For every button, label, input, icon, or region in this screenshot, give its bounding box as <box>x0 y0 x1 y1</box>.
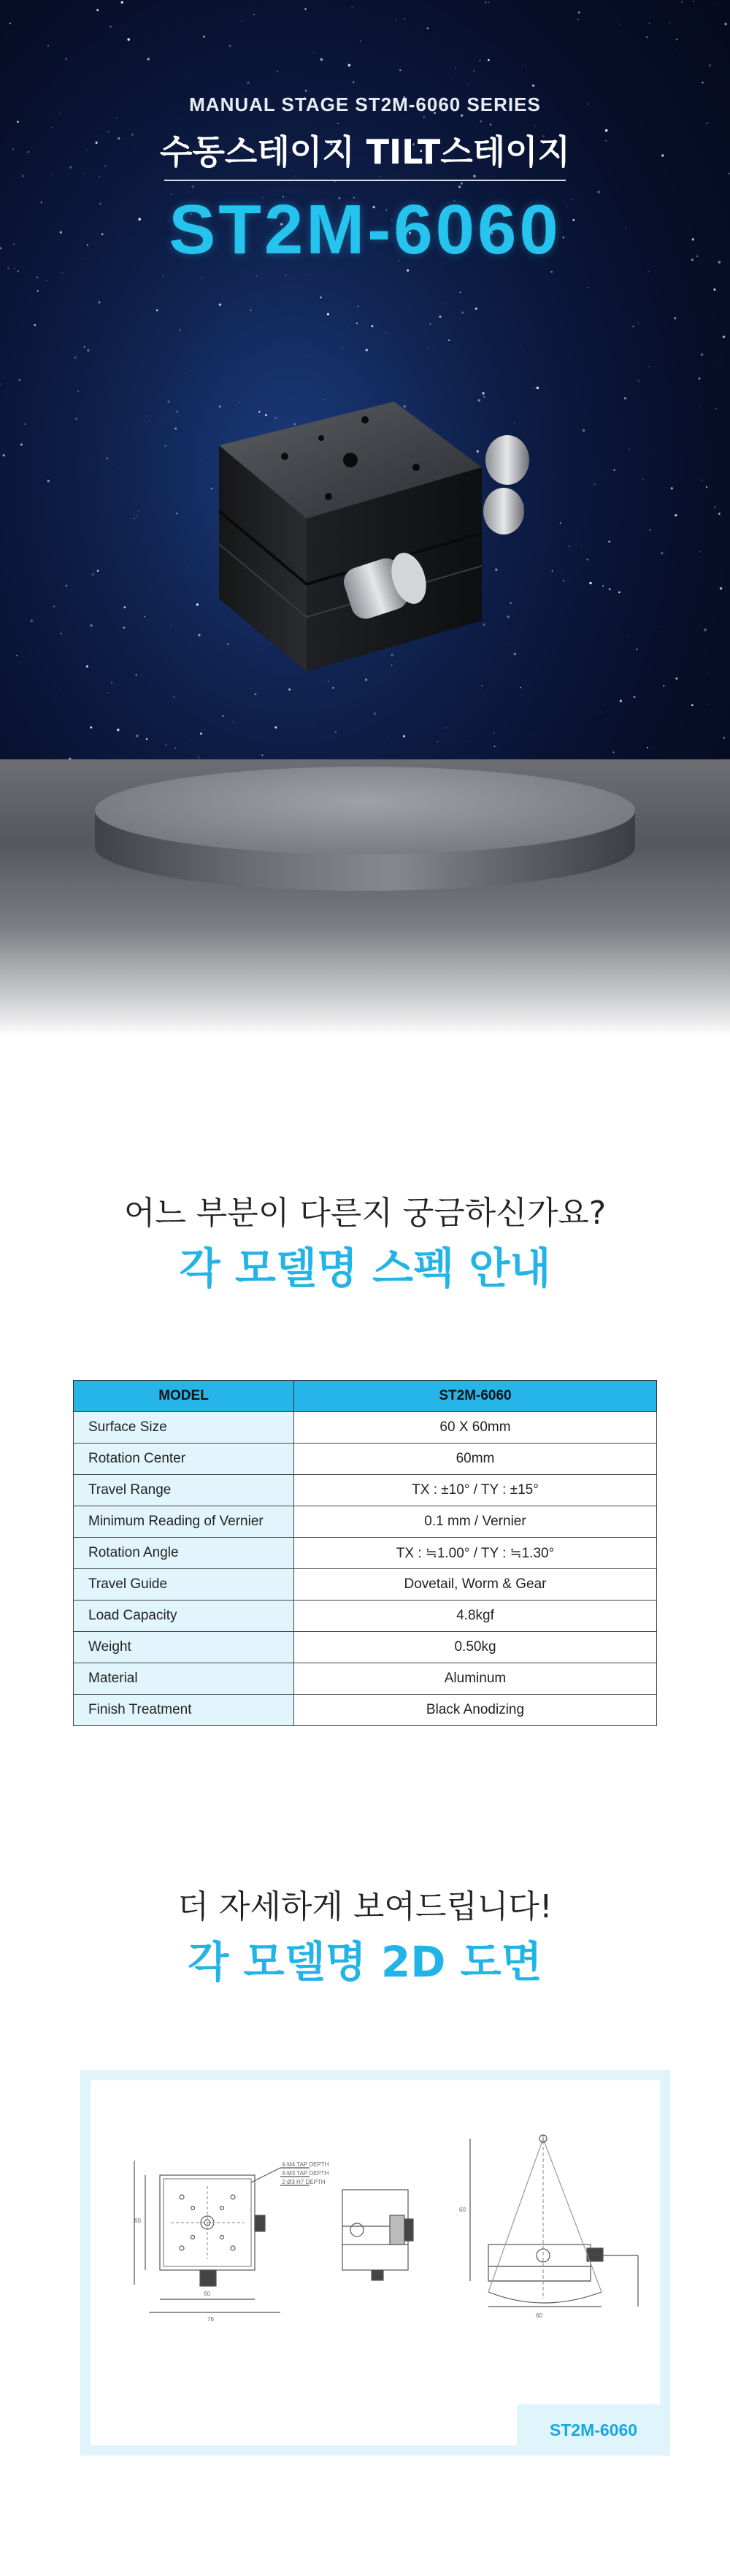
star <box>219 303 222 306</box>
star <box>16 655 18 656</box>
star <box>675 514 677 516</box>
star <box>647 747 648 748</box>
star <box>37 290 39 291</box>
star <box>618 591 620 593</box>
star <box>116 118 118 119</box>
star <box>380 176 381 177</box>
star <box>56 694 57 695</box>
svg-text:60: 60 <box>204 2291 210 2297</box>
star <box>455 67 456 69</box>
star <box>365 349 367 351</box>
hero-title: 수동스테이지 TILT스테이지 <box>160 132 570 172</box>
star <box>514 11 515 12</box>
svg-text:60: 60 <box>536 2312 542 2319</box>
star <box>137 735 139 737</box>
star <box>550 271 553 273</box>
star <box>108 692 109 693</box>
table-row <box>74 1695 657 1726</box>
star <box>439 315 441 318</box>
star <box>121 1 123 4</box>
star <box>194 754 195 755</box>
star <box>671 487 673 489</box>
star <box>107 458 108 459</box>
star <box>192 560 193 561</box>
star <box>430 323 431 325</box>
svg-text:76: 76 <box>207 2316 214 2323</box>
star <box>66 585 68 587</box>
star <box>650 529 651 531</box>
star <box>532 85 534 87</box>
star <box>167 400 170 403</box>
star <box>181 380 182 381</box>
star <box>176 410 177 412</box>
star <box>714 506 715 507</box>
star <box>676 39 678 41</box>
svg-text:2-Ø3 H7 DEPTH: 2-Ø3 H7 DEPTH <box>282 2179 326 2185</box>
star <box>65 58 67 60</box>
star <box>198 756 199 758</box>
star <box>97 570 99 572</box>
star <box>135 674 137 675</box>
star <box>327 313 329 315</box>
star <box>561 573 562 574</box>
star <box>17 120 19 123</box>
star <box>636 648 637 650</box>
spec-label: Travel Guide <box>74 1569 294 1601</box>
star <box>22 175 25 177</box>
star <box>123 626 125 628</box>
star <box>92 573 94 575</box>
spec-value: TX : ±10° / TY : ±15° <box>294 1475 657 1506</box>
star <box>480 120 482 123</box>
svg-text:60: 60 <box>459 2207 466 2213</box>
star <box>77 391 79 392</box>
star <box>334 731 337 733</box>
star <box>371 325 373 327</box>
hero-model-name: ST2M-6060 <box>169 191 561 269</box>
table-row <box>74 1475 657 1506</box>
star <box>700 405 701 406</box>
star <box>233 721 234 722</box>
star <box>706 486 707 488</box>
star <box>18 379 20 381</box>
star <box>75 418 78 421</box>
star <box>358 306 359 307</box>
star <box>693 1 694 2</box>
tilt-stage-product-image <box>197 387 548 694</box>
star <box>98 301 100 303</box>
star <box>723 737 725 738</box>
star <box>578 12 580 14</box>
star <box>295 175 296 177</box>
star <box>96 9 99 11</box>
table-row <box>74 1569 657 1601</box>
star <box>609 589 611 591</box>
star <box>74 356 77 359</box>
star <box>277 71 278 72</box>
star <box>304 8 306 9</box>
pedestal-top <box>95 767 635 854</box>
star <box>577 18 579 20</box>
star <box>47 480 50 482</box>
spec-value: Dovetail, Worm & Gear <box>294 1569 657 1601</box>
star <box>493 732 494 733</box>
star <box>606 473 607 474</box>
spec-heading: 각 모델명 스펙 안내 <box>179 1243 551 1293</box>
spec-table-header-row <box>74 1381 657 1412</box>
star <box>485 1 486 3</box>
table-row <box>74 1412 657 1444</box>
star <box>342 347 343 348</box>
star <box>256 276 257 277</box>
2d-technical-drawing <box>91 2080 660 2445</box>
star <box>681 1 683 3</box>
star <box>62 272 63 273</box>
spec-header-model-value: ST2M-6060 <box>294 1381 657 1412</box>
star <box>185 78 186 79</box>
star <box>262 754 264 756</box>
star <box>174 428 177 430</box>
star <box>166 745 167 746</box>
table-row <box>74 1506 657 1538</box>
table-row <box>74 1601 657 1632</box>
star <box>146 738 147 740</box>
spec-label: Weight <box>74 1632 294 1663</box>
spec-label: Load Capacity <box>74 1601 294 1632</box>
spec-header-model: MODEL <box>74 1381 294 1412</box>
star <box>720 587 723 590</box>
star <box>563 580 565 582</box>
star <box>87 349 90 352</box>
star <box>0 383 1 385</box>
star <box>17 270 18 272</box>
star <box>320 58 323 61</box>
table-row <box>74 1538 657 1569</box>
star <box>627 636 628 637</box>
star <box>229 45 231 47</box>
star <box>552 570 553 572</box>
star <box>633 326 634 327</box>
star <box>704 629 707 632</box>
star <box>349 326 350 327</box>
star <box>145 415 147 417</box>
star <box>614 469 615 471</box>
star <box>649 366 650 367</box>
star <box>9 23 11 24</box>
star <box>706 123 707 124</box>
star <box>123 606 126 608</box>
star <box>356 323 358 324</box>
star <box>707 674 708 675</box>
star <box>164 445 166 448</box>
spec-label: Minimum Reading of Vernier <box>74 1506 294 1538</box>
star <box>593 483 595 485</box>
star <box>117 729 120 732</box>
star <box>30 620 33 623</box>
star <box>674 317 676 319</box>
star <box>475 307 477 310</box>
star <box>24 423 26 425</box>
star <box>725 23 727 25</box>
star <box>274 727 277 729</box>
star <box>309 274 310 275</box>
spec-value: Black Anodizing <box>294 1695 657 1726</box>
star <box>494 746 496 748</box>
star <box>20 443 23 445</box>
star <box>560 522 561 524</box>
spec-label: Surface Size <box>74 1412 294 1444</box>
star <box>702 480 703 481</box>
star <box>348 64 351 67</box>
star <box>661 631 662 632</box>
star <box>629 448 631 450</box>
spec-value: 0.50kg <box>294 1632 657 1663</box>
table-row <box>74 1632 657 1663</box>
star <box>163 276 164 277</box>
star <box>646 37 648 39</box>
star <box>374 712 377 715</box>
star <box>241 21 242 22</box>
star <box>468 84 469 85</box>
hero-divider <box>164 180 566 181</box>
spec-question: 어느 부분이 다른지 궁금하신가요? <box>123 1195 607 1232</box>
star <box>222 715 224 717</box>
star <box>36 277 38 278</box>
star <box>709 64 711 66</box>
drawing-model-label: ST2M-6060 <box>517 2404 670 2456</box>
star <box>488 1 489 2</box>
star <box>589 582 592 585</box>
star <box>53 605 55 607</box>
star <box>698 377 700 380</box>
star <box>253 14 254 15</box>
star <box>452 78 453 79</box>
star <box>203 36 205 38</box>
star <box>179 329 180 331</box>
hero-banner <box>0 0 730 1037</box>
svg-text:4-M3 TAP DEPTH: 4-M3 TAP DEPTH <box>282 2170 329 2177</box>
star <box>691 704 694 706</box>
star <box>661 552 663 554</box>
star <box>669 22 670 23</box>
star <box>583 429 585 432</box>
star <box>458 185 461 188</box>
star <box>581 545 582 546</box>
star <box>648 271 649 272</box>
star <box>110 26 112 27</box>
star <box>600 711 601 712</box>
drawing-heading: 각 모델명 2D 도면 <box>188 1937 542 1987</box>
star <box>437 741 438 742</box>
star <box>637 380 639 381</box>
star <box>675 678 677 680</box>
star <box>250 310 251 311</box>
star <box>612 751 614 753</box>
star <box>585 325 586 326</box>
spec-value: Aluminum <box>294 1663 657 1695</box>
star <box>55 86 56 87</box>
star <box>61 633 62 635</box>
spec-table <box>73 1380 657 1726</box>
star <box>90 727 92 729</box>
star <box>586 559 588 561</box>
drawing-question: 더 자세하게 보여드립니다! <box>177 1888 553 1925</box>
star <box>663 685 664 686</box>
star <box>176 513 177 514</box>
star <box>706 704 707 705</box>
2d-drawing-frame <box>80 2070 670 2456</box>
table-row <box>74 1444 657 1475</box>
star <box>403 735 405 737</box>
star <box>320 296 321 298</box>
star <box>385 743 386 744</box>
star <box>360 40 361 42</box>
star <box>713 288 715 291</box>
star <box>488 59 490 61</box>
star <box>718 513 721 515</box>
spec-value: 4.8kgf <box>294 1601 657 1632</box>
star <box>461 183 463 185</box>
star <box>461 311 464 313</box>
star <box>200 732 202 735</box>
spec-label: Rotation Angle <box>74 1538 294 1569</box>
star <box>427 28 429 29</box>
spec-label: Rotation Center <box>74 1444 294 1475</box>
star <box>723 335 726 338</box>
star <box>469 740 470 741</box>
star <box>716 364 717 365</box>
star <box>201 277 202 279</box>
spec-label: Finish Treatment <box>74 1695 294 1726</box>
hero-series-label: MANUAL STAGE ST2M-6060 SERIES <box>189 93 541 115</box>
spec-value: 0.1 mm / Vernier <box>294 1506 657 1538</box>
star <box>353 81 354 83</box>
star <box>460 292 461 294</box>
star <box>147 58 150 60</box>
star <box>138 511 139 512</box>
star <box>337 123 339 124</box>
star <box>473 70 474 72</box>
star <box>634 696 636 698</box>
star <box>404 18 406 20</box>
star <box>399 69 402 72</box>
star <box>47 45 49 47</box>
star <box>608 540 610 543</box>
spec-value: 60 X 60mm <box>294 1412 657 1444</box>
star <box>423 116 425 118</box>
star <box>602 585 604 586</box>
spec-label: Travel Range <box>74 1475 294 1506</box>
star <box>352 7 353 8</box>
star <box>715 408 717 410</box>
star <box>90 624 92 626</box>
star <box>111 682 112 683</box>
star <box>99 176 100 177</box>
star <box>313 726 314 727</box>
star <box>285 275 287 276</box>
star <box>473 175 476 177</box>
star <box>192 185 194 188</box>
star <box>385 332 386 333</box>
svg-text:4-M4 TAP DEPTH: 4-M4 TAP DEPTH <box>282 2161 329 2168</box>
star <box>624 397 626 399</box>
star <box>305 90 307 91</box>
star <box>448 340 450 341</box>
table-row <box>74 1663 657 1695</box>
star <box>479 60 480 61</box>
star <box>83 346 85 348</box>
star <box>477 6 478 7</box>
spec-value: TX : ≒1.00° / TY : ≒1.30° <box>294 1538 657 1569</box>
star <box>34 324 36 326</box>
spec-label: Material <box>74 1663 294 1695</box>
star <box>699 551 700 552</box>
star <box>701 353 704 356</box>
star <box>620 699 622 702</box>
star <box>445 303 446 304</box>
star <box>642 479 643 480</box>
star <box>247 82 250 84</box>
star <box>174 697 175 698</box>
star <box>445 727 446 728</box>
star <box>86 665 88 667</box>
star <box>3 454 5 456</box>
star <box>702 82 703 83</box>
star <box>127 38 130 41</box>
svg-text:60: 60 <box>134 2217 141 2224</box>
star <box>156 310 158 312</box>
star <box>306 355 307 356</box>
star <box>601 613 602 614</box>
spec-value: 60mm <box>294 1444 657 1475</box>
